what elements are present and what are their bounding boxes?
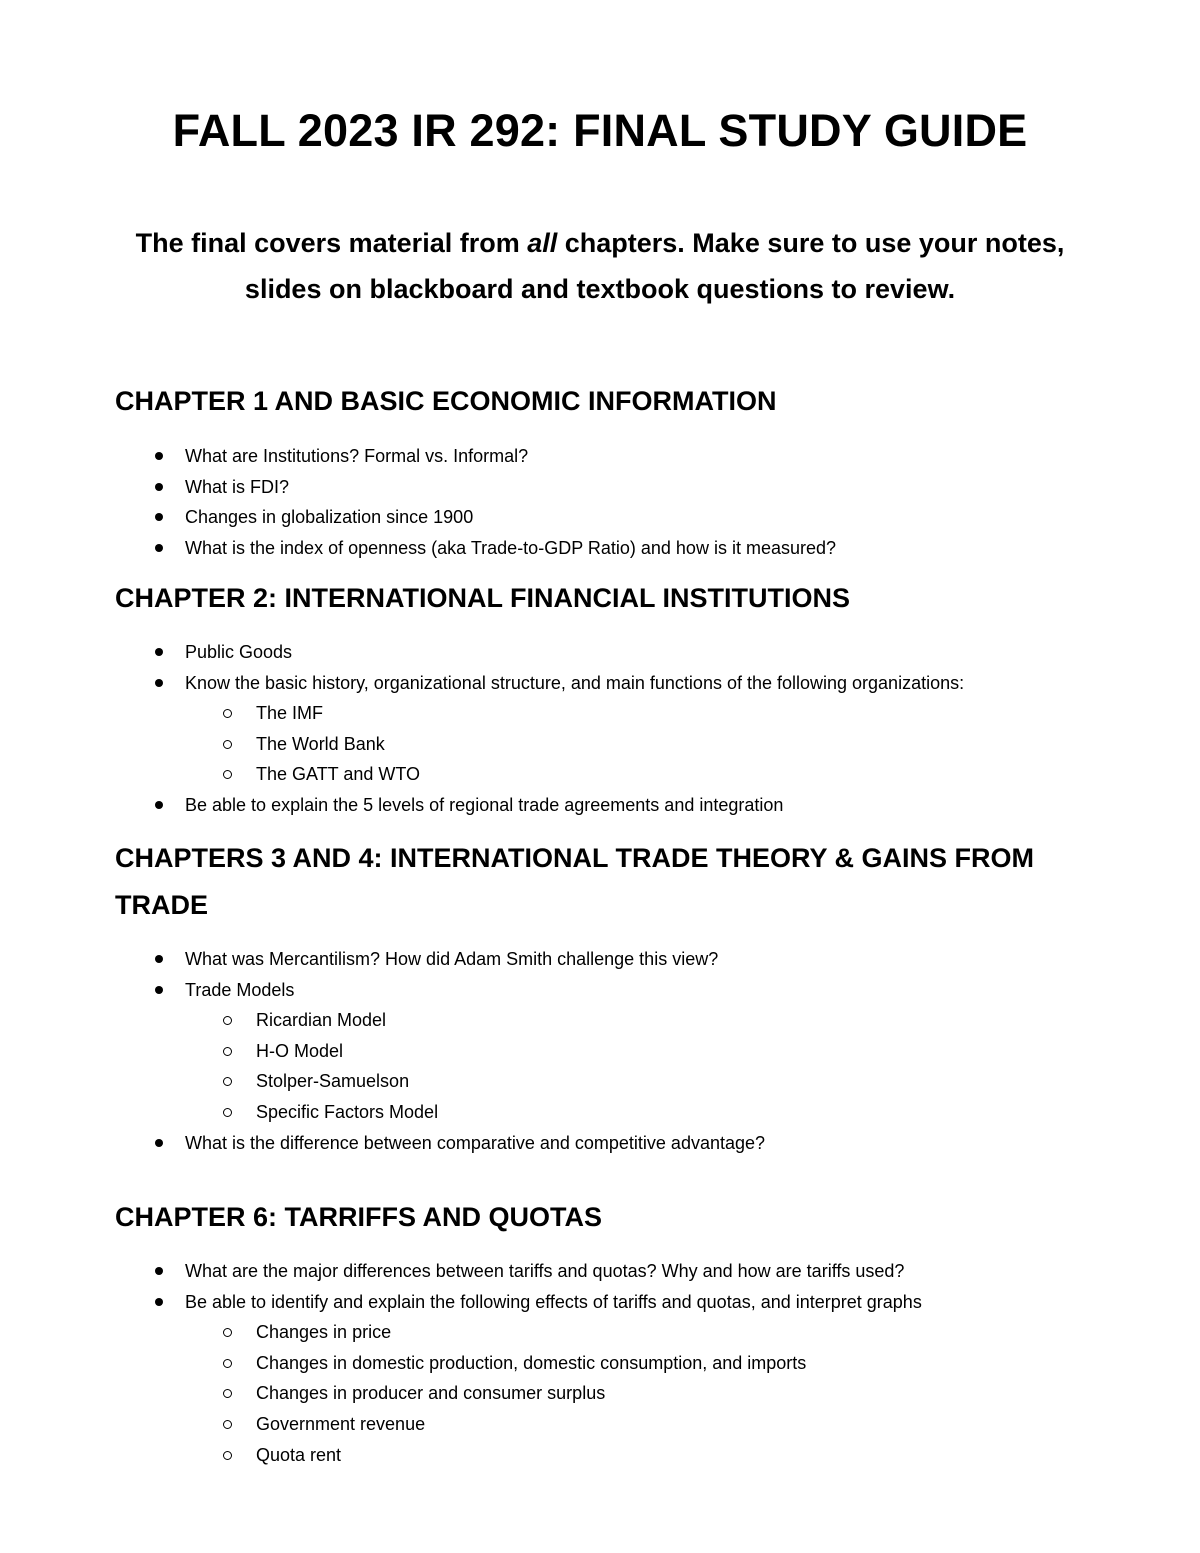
bullet-icon xyxy=(155,986,163,994)
list-item-text: Changes in price xyxy=(256,1322,392,1343)
intro-emphasis: all xyxy=(527,228,558,258)
list-item-text: Know the basic history, organizational structure, and main functions of the following organizations: xyxy=(185,672,965,693)
list-item xyxy=(0,944,1200,975)
sub-list-item xyxy=(0,759,1200,790)
list-item xyxy=(0,472,1200,503)
list-item xyxy=(0,975,1200,1006)
list-item xyxy=(0,637,1200,668)
list-item xyxy=(0,1256,1200,1287)
list-item-text: Ricardian Model xyxy=(256,1010,387,1031)
list-item xyxy=(0,441,1200,472)
bullet-icon xyxy=(155,648,163,656)
bullet-icon xyxy=(155,801,163,809)
hollow-bullet-icon xyxy=(223,1359,232,1368)
hollow-bullet-icon xyxy=(223,1328,232,1337)
list-item-text: What is FDI? xyxy=(185,476,290,497)
sub-list-item xyxy=(0,1440,1200,1471)
list-item-text: Be able to explain the 5 levels of regional trade agreements and integration xyxy=(185,794,784,815)
list-item-text: Public Goods xyxy=(185,642,293,662)
hollow-bullet-icon xyxy=(223,1016,232,1025)
list-item-text: The World Bank xyxy=(256,733,385,754)
list-item-text: What was Mercantilism? How did Adam Smith challenge this view? xyxy=(185,949,719,969)
list-item-text: What is the difference between comparative and competitive advantage? xyxy=(185,1132,766,1153)
hollow-bullet-icon xyxy=(223,1420,232,1429)
list-item-text: Changes in globalization since 1900 xyxy=(185,507,474,528)
list-item xyxy=(0,502,1200,533)
sub-list-item xyxy=(0,1378,1200,1409)
list-item-text: H-O Model xyxy=(256,1040,344,1061)
sub-list-item xyxy=(0,1409,1200,1440)
list-item xyxy=(0,790,1200,821)
list-item-text: What are Institutions? Formal vs. Informal? xyxy=(185,446,529,466)
list-item-text: The IMF xyxy=(256,703,324,724)
bullet-icon xyxy=(155,955,163,963)
list-item-text: Quota rent xyxy=(256,1444,342,1465)
section-heading-chapter-6: CHAPTER 6: TARRIFFS AND QUOTAS xyxy=(115,1202,602,1232)
list-item-text: Government revenue xyxy=(256,1413,426,1434)
bullet-icon xyxy=(155,544,163,552)
hollow-bullet-icon xyxy=(223,1451,232,1460)
hollow-bullet-icon xyxy=(223,740,232,749)
hollow-bullet-icon xyxy=(223,709,232,718)
hollow-bullet-icon xyxy=(223,1047,232,1056)
bullet-icon xyxy=(155,513,163,521)
page-title: FALL 2023 IR 292: FINAL STUDY GUIDE xyxy=(172,105,1028,156)
intro-paragraph xyxy=(120,220,1080,312)
list-item-text: What are the major differences between tariffs and quotas? Why and how are tariffs used? xyxy=(185,1261,905,1281)
list-item-text: Changes in domestic production, domestic consumption, and imports xyxy=(256,1352,807,1373)
intro-text-end: chapters. Make sure to use your notes, slides on blackboard and textbook questions to review. xyxy=(244,228,1065,304)
list-item-text: Changes in producer and consumer surplus xyxy=(256,1383,606,1404)
sub-list-item xyxy=(0,698,1200,729)
section-heading-chapter-2: CHAPTER 2: INTERNATIONAL FINANCIAL INSTITUTIONS xyxy=(115,583,850,613)
hollow-bullet-icon xyxy=(223,1108,232,1117)
hollow-bullet-icon xyxy=(223,770,232,779)
bullet-icon xyxy=(155,679,163,687)
hollow-bullet-icon xyxy=(223,1077,232,1086)
list-item-text: What is the index of openness (aka Trade-to-GDP Ratio) and how is it measured? xyxy=(185,537,836,558)
bullet-icon xyxy=(155,1298,163,1306)
list-item xyxy=(0,1128,1200,1159)
bullet-icon xyxy=(155,1139,163,1147)
section-list-chapter-2 xyxy=(0,637,1200,821)
sub-list-item xyxy=(0,1348,1200,1379)
hollow-bullet-icon xyxy=(223,1389,232,1398)
list-item-text: The GATT and WTO xyxy=(256,764,421,785)
section-heading-chapters-3-4: CHAPTERS 3 AND 4: INTERNATIONAL TRADE THEORY & GAINS FROM TRADE xyxy=(115,843,1035,920)
list-item xyxy=(0,533,1200,564)
bullet-icon xyxy=(155,452,163,460)
section-list-chapter-1 xyxy=(0,441,1200,563)
section-heading-chapter-1: CHAPTER 1 AND BASIC ECONOMIC INFORMATION xyxy=(115,386,777,416)
bullet-icon xyxy=(155,1267,163,1275)
intro-text-start: The final covers material from xyxy=(135,228,528,258)
list-item-text: Specific Factors Model xyxy=(256,1101,439,1122)
list-item xyxy=(0,668,1200,699)
sub-list-item xyxy=(0,1097,1200,1128)
bullet-icon xyxy=(155,483,163,491)
section-list-chapter-6 xyxy=(0,1256,1200,1470)
sub-list-item xyxy=(0,1317,1200,1348)
sub-list-item xyxy=(0,1036,1200,1067)
list-item-text: Be able to identify and explain the following effects of tariffs and quotas, and interpret graphs xyxy=(185,1291,922,1312)
list-item xyxy=(0,1287,1200,1318)
sub-list-item xyxy=(0,729,1200,760)
sub-list-item xyxy=(0,1005,1200,1036)
list-item-text: Stolper-Samuelson xyxy=(256,1071,410,1092)
sub-list-item xyxy=(0,1066,1200,1097)
list-item-text: Trade Models xyxy=(185,979,295,1000)
section-list-chapters-3-4 xyxy=(0,944,1200,1158)
